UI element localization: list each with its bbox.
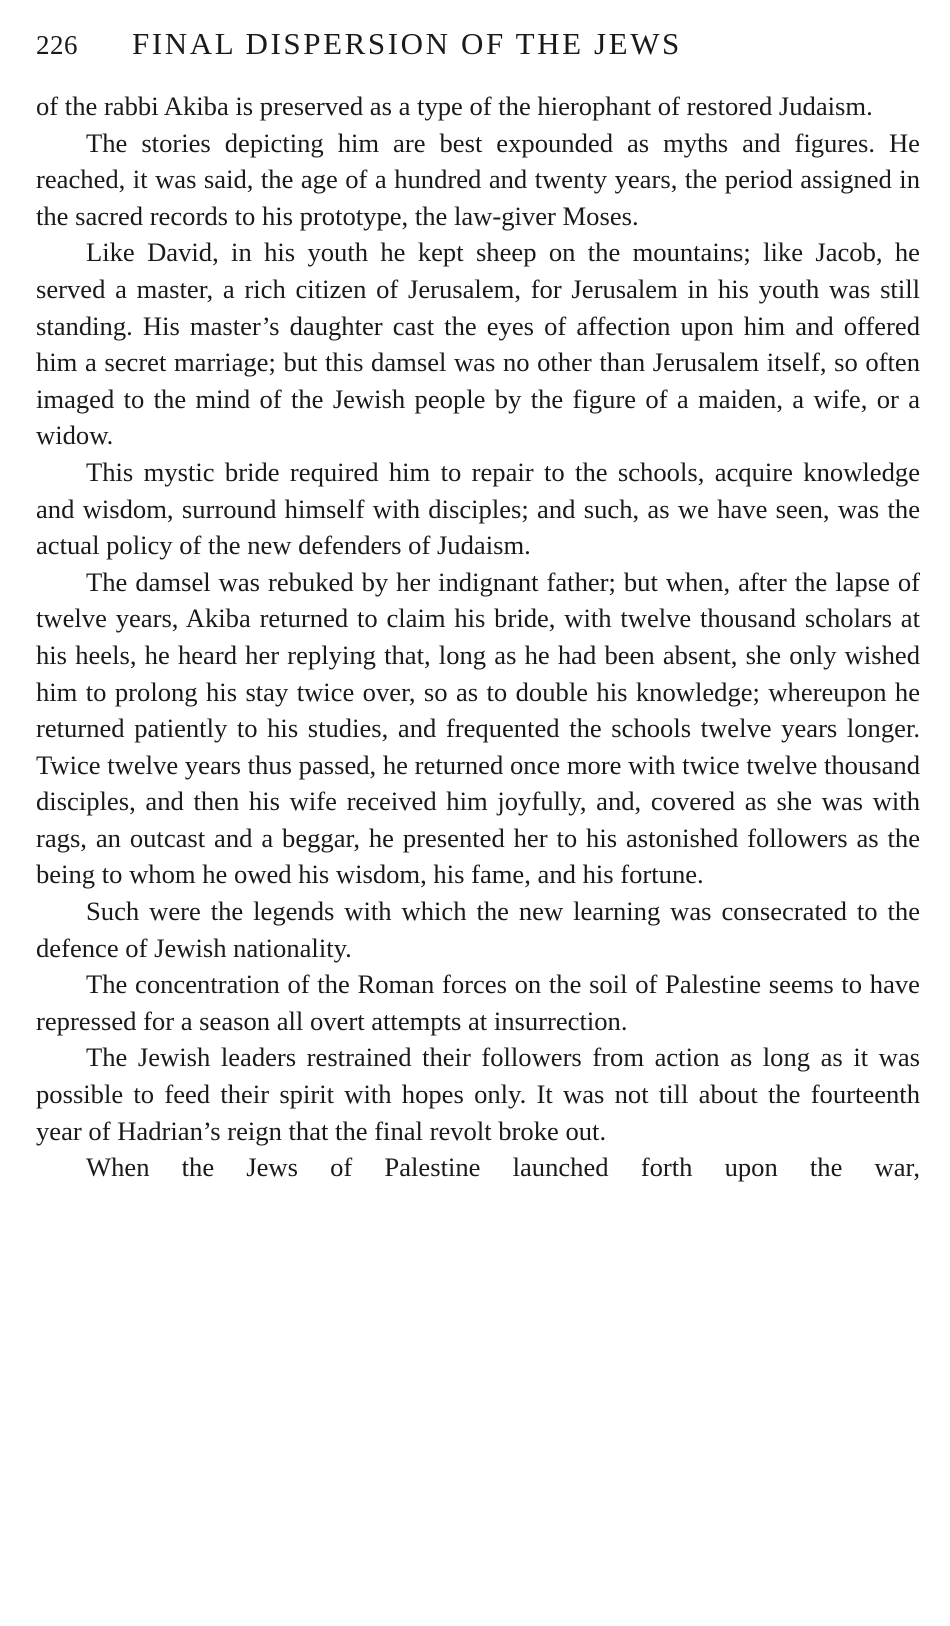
paragraph: The damsel was rebuked by her indignant father; but when, after the lapse of twelve years, Akiba returned to claim his bride, with twelve thousand scholars at his heels, he heard her replying that, long as he had been absent, she only wished him to prolong his stay twice over, so as to double his knowledge; whereupon he returned patiently to his studies, and frequented the schools twelve years longer. Twice twelve years thus passed, he returned once more with twice twelve thousand disciples, and then his wife received him joyfully, and, covered as she was with rags, an outcast and a beggar, he presented her to his astonished followers as the being to whom he owed his wisdom, his fame, and his fortune. <box>36 566 920 890</box>
body-text <box>36 88 920 1186</box>
paragraph: This mystic bride required him to repair to the schools, acquire knowledge and wisdom, surround himself with disciples; and such, as we have seen, was the actual policy of the new defenders of Judaism. <box>36 456 920 561</box>
paragraph: The Jewish leaders restrained their followers from action as long as it was possible to feed their spirit with hopes only. It was not till about the fourteenth year of Hadrian’s reign that the final revolt broke out. <box>36 1042 920 1146</box>
book-page <box>36 26 920 1186</box>
running-title: FINAL DISPERSION OF THE JEWS <box>132 26 682 61</box>
paragraph: Such were the legends with which the new learning was consecrated to the defence of Jewish nationality. <box>36 896 920 963</box>
paragraph-final-partial: When the Jews of Palestine launched forth upon the war, <box>86 1152 920 1183</box>
paragraph: The concentration of the Roman forces on the soil of Palestine seems to have repressed for a season all overt attempts at insurrection. <box>36 969 920 1036</box>
paragraph: Like David, in his youth he kept sheep on the mountains; like Jacob, he served a master, a rich citizen of Jerusalem, for Jerusalem in his youth was still standing. His master’s daughter cast the eyes of affection upon him and offered him a secret marriage; but this damsel was no other than Jerusalem itself, so often imaged to the mind of the Jewish people by the figure of a maiden, a wife, or a widow. <box>36 237 920 451</box>
paragraph: The stories depicting him are best expounded as myths and figures. He reached, it was said, the age of a hundred and twenty years, the period assigned in the sacred records to his prototype, the law-giver Moses. <box>36 127 920 231</box>
paragraph-continued: of the rabbi Akiba is preserved as a type of the hierophant of restored Judaism. <box>36 91 873 121</box>
page-number: 226 <box>36 30 78 60</box>
running-head <box>36 26 920 72</box>
